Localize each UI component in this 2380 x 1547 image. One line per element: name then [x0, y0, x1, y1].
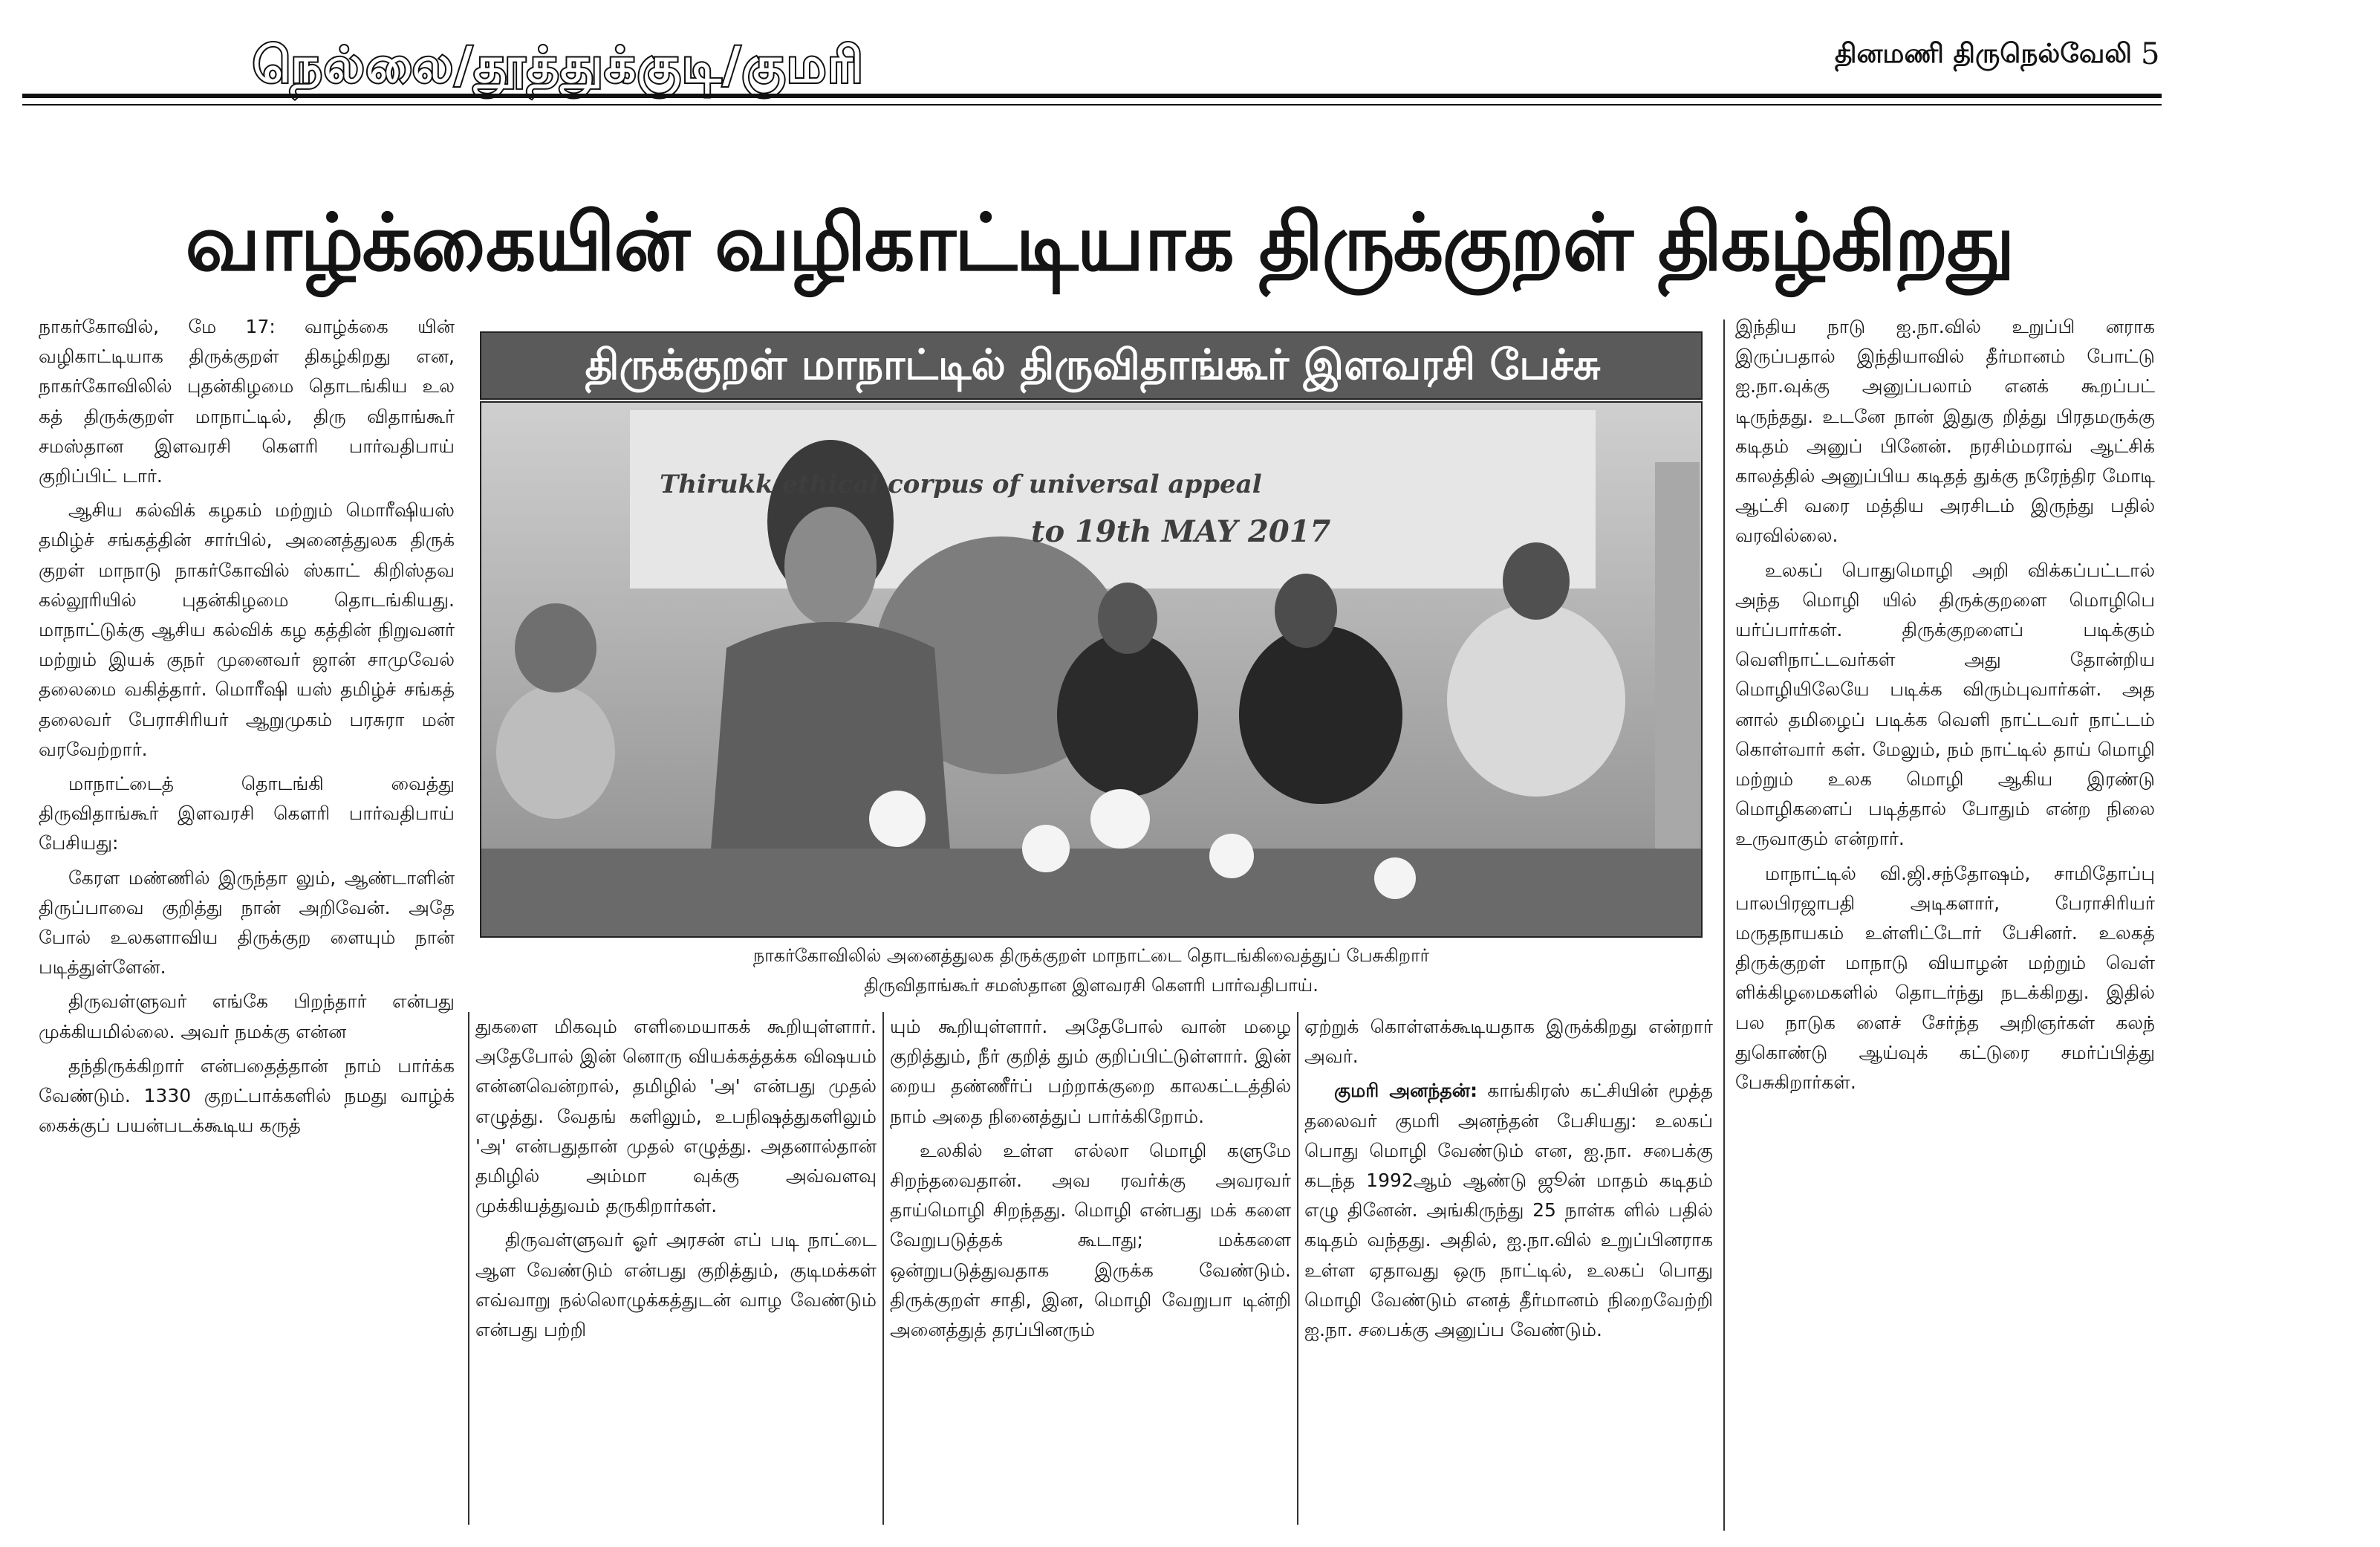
column-rule	[1297, 1012, 1298, 1525]
caption-line-1: நாகர்கோவிலில் அனைத்துலக திருக்குறள் மாநாட்டை தொடங்கிவைத்துப் பேசுகிறார்	[752, 945, 1430, 966]
banner-text-bottom: to 19th MAY 2017	[1031, 514, 1331, 549]
col4-para-2-text: காங்கிரஸ் கட்சியின் மூத்த தலைவர் குமரி அனந்தன் பேசியது: உலகப் பொது மொழி வேண்டும் என, ஐ.நா. சபைக்கு கடந்த 1992ஆம் ஆண்டு ஜூன் மாதம் கடிதம் எழு தினேன். அங்கிருந்து 25 நாள்க ளில் பதில் கடிதம் வந்தது. அதில், ஐ.நா.வில் உறுப்பினராக உள்ள ஏதாவது ஒரு நாட்டில், உலகப் பொது மொழி வேண்டும் எனத் தீர்மானம் நிறைவேற்றி ஐ.நா. சபைக்கு அனுப்ப வேண்டும்.	[1304, 1080, 1713, 1341]
column-3	[890, 1012, 1291, 1525]
banner-text-top: Thirukk ethical corpus of universal appeal	[660, 470, 1262, 499]
column-5	[1735, 312, 2155, 1531]
col5-para-2: உலகப் பொதுமொழி அறி விக்கப்பட்டால் அந்த மொழி யில் திருக்குறளை மொழிபெ யர்ப்பார்கள். திருக்குறளைப் படிக்கும் வெளிநாட்டவர்கள் அது தோன்றிய மொழியிலேயே படிக்க விரும்புவார்கள். அத னால் தமிழைப் படிக்க வெளி நாட்டவர் நாட்டம் கொள்வார் கள். மேலும், நம் நாட்டில் தாய் மொழி மற்றும் உலக மொழி ஆகிய இரண்டு மொழிகளைப் படித்தால் போதும் என்ற நிலை உருவாகும் என்றார்.	[1735, 559, 2155, 850]
col2-para-1: துகளை மிகவும் எளிமையாகக் கூறியுள்ளார். அதேபோல் இன் னொரு வியக்கத்தக்க விஷயம் என்னவென்றால், தமிழில் 'அ' என்பது முதல் எழுத்து. வேதங் களிலும், உபநிஷத்துகளிலும் 'அ' என்பதுதான் முதல் எழுத்து. அதனால்தான் தமிழில் அம்மா வுக்கு அவ்வளவு முக்கியத்துவம் தருகிறார்கள்.	[475, 1016, 877, 1217]
col5-para-3: மாநாட்டில் வி.ஜி.சந்தோஷம், சாமிதோப்பு பாலபிரஜாபதி அடிகளார், பேராசிரியர் மருதநாயகம் உள்ளிட்டோர் பேசினர். உலகத் திருக்குறள் மாநாடு வியாழன் மற்றும் வெள் ளிக்கிழமைகளில் தொடர்ந்து நடக்கிறது. இதில் பல நாடுக ளைச் சேர்ந்த அறிஞர்கள் கலந் துகொண்டு ஆய்வுக் கட்டுரை சமர்ப்பித்து பேசுகிறார்கள்.	[1735, 862, 2155, 1094]
column-rule	[882, 1012, 884, 1525]
col4-para-2	[1304, 1076, 1713, 1345]
headline: வாழ்க்கையின் வழிகாட்டியாக திருக்குறள் திகழ்கிறது	[185, 197, 2014, 288]
col3-para-1: யும் கூறியுள்ளார். அதேபோல் வான் மழை குறித்தும், நீர் குறித் தும் குறிப்பிட்டுள்ளார். இன் றைய தண்ணீர்ப் பற்றாக்குறை காலகட்டத்தில் நாம் அதை நினைத்துப் பார்க்கிறோம்.	[890, 1016, 1291, 1127]
col1-para-3: மாநாட்டைத் தொடங்கி வைத்து திருவிதாங்கூர் இளவரசி கௌரி பார்வதிபாய் பேசியது:	[39, 773, 455, 854]
col1-para-1: நாகர்கோவில், மே 17: வாழ்க்கை யின் வழிகாட்டியாக திருக்குறள் திகழ்கிறது என, நாகர்கோவிலில் புதன்கிழமை தொடங்கிய உல கத் திருக்குறள் மாநாட்டில், திரு விதாங்கூர் சமஸ்தான இளவரசி கௌரி பார்வதிபாய் குறிப்பிட் டார்.	[39, 316, 455, 487]
col1-para-6: தந்திருக்கிறார் என்பதைத்தான் நாம் பார்க்க வேண்டும். 1330 குறட்பாக்களில் நமது வாழ்க் கைக்குப் பயன்படக்கூடிய கருத்	[39, 1054, 455, 1137]
subhead: திருக்குறள் மாநாட்டில் திருவிதாங்கூர் இளவரசி பேச்சு	[585, 341, 1601, 389]
column-left	[39, 312, 455, 1531]
top-rule	[22, 94, 2162, 98]
page-number: 5	[2141, 37, 2160, 71]
col5-para-1: இந்திய நாடு ஐ.நா.வில் உறுப்பி னராக இருப்பதால் இந்தியாவில் தீர்மானம் போட்டு ஐ.நா.வுக்கு அனுப்பலாம் எனக் கூறப்பட் டிருந்தது. உடனே நான் இதுகு றித்து பிரதமருக்கு கடிதம் அனுப் பினேன். நரசிம்மராவ் ஆட்சிக் காலத்தில் அனுப்பிய கடிதத் துக்கு நரேந்திர மோடி ஆட்சி வரை மத்திய அரசிடம் இருந்து பதில் வரவில்லை.	[1735, 316, 2155, 547]
section-title: நெல்லை/தூத்துக்குடி/குமரி	[253, 36, 865, 94]
col3-para-2: உலகில் உள்ள எல்லா மொழி களுமே சிறந்தவைதான். அவ ரவர்க்கு அவரவர் தாய்மொழி சிறந்தது. மொழி என்பது மக் களை வேறுபடுத்தக் கூடாது; மக்களை ஒன்றுபடுத்துவதாக இருக்க வேண்டும். திருக்குறள் சாதி, இன, மொழி வேறுபா டின்றி அனைத்துத் தரப்பினரும்	[890, 1139, 1291, 1341]
subhead-box	[480, 331, 1703, 400]
event-photo	[480, 401, 1703, 938]
top-rule-thin	[22, 104, 2162, 106]
column-rule	[468, 1012, 469, 1525]
col1-para-5: திருவள்ளுவர் எங்கே பிறந்தார் என்பது முக்கியமில்லை. அவர் நமக்கு என்ன	[39, 990, 455, 1042]
col1-para-2: ஆசிய கல்விக் கழகம் மற்றும் மொரீஷியஸ் தமிழ்ச் சங்கத்தின் சார்பில், அனைத்துலக திருக் குறள் மாநாடு நாகர்கோவில் ஸ்காட் கிறிஸ்தவ கல்லூரியில் புதன்கிழமை தொடங்கியது. மாநாட்டுக்கு ஆசிய கல்விக் கழ கத்தின் நிறுவனர் மற்றும் இயக் குநர் முனைவர் ஜான் சாமுவேல் தலைமை வகித்தார். மொரீஷி யஸ் தமிழ்ச் சங்கத் தலைவர் பேராசிரியர் ஆறுமுகம் பரசுரா மன் வரவேற்றார்.	[39, 499, 455, 760]
col1-para-4: கேரள மண்ணில் இருந்தா லும், ஆண்டாளின் திருப்பாவை குறித்து நான் அறிவேன். அதே போல் உலகளாவிய திருக்குற ளையும் நான் படித்துள்ளேன்.	[39, 866, 455, 979]
paper-name: தினமணி திருநெல்வேலி	[1835, 39, 2132, 69]
caption-line-2: திருவிதாங்கூர் சமஸ்தான இளவரசி கௌரி பார்வதிபாய்.	[864, 975, 1319, 996]
column-4	[1304, 1012, 1713, 1525]
col4-keyword: குமரி அனந்தன்:	[1334, 1080, 1477, 1102]
photo-caption	[480, 941, 1703, 1008]
col2-para-2: திருவள்ளுவர் ஓர் அரசன் எப் படி நாட்டை ஆள வேண்டும் என்பது குறித்தும், குடிமக்கள் எவ்வாறு நல்லொழுக்கத்துடன் வாழ வேண்டும் என்பது பற்றி	[475, 1229, 877, 1341]
col4-para-1: ஏற்றுக் கொள்ளக்கூடியதாக இருக்கிறது என்றார் அவர்.	[1304, 1016, 1713, 1068]
column-rule	[1723, 320, 1725, 1531]
column-2	[475, 1012, 877, 1525]
